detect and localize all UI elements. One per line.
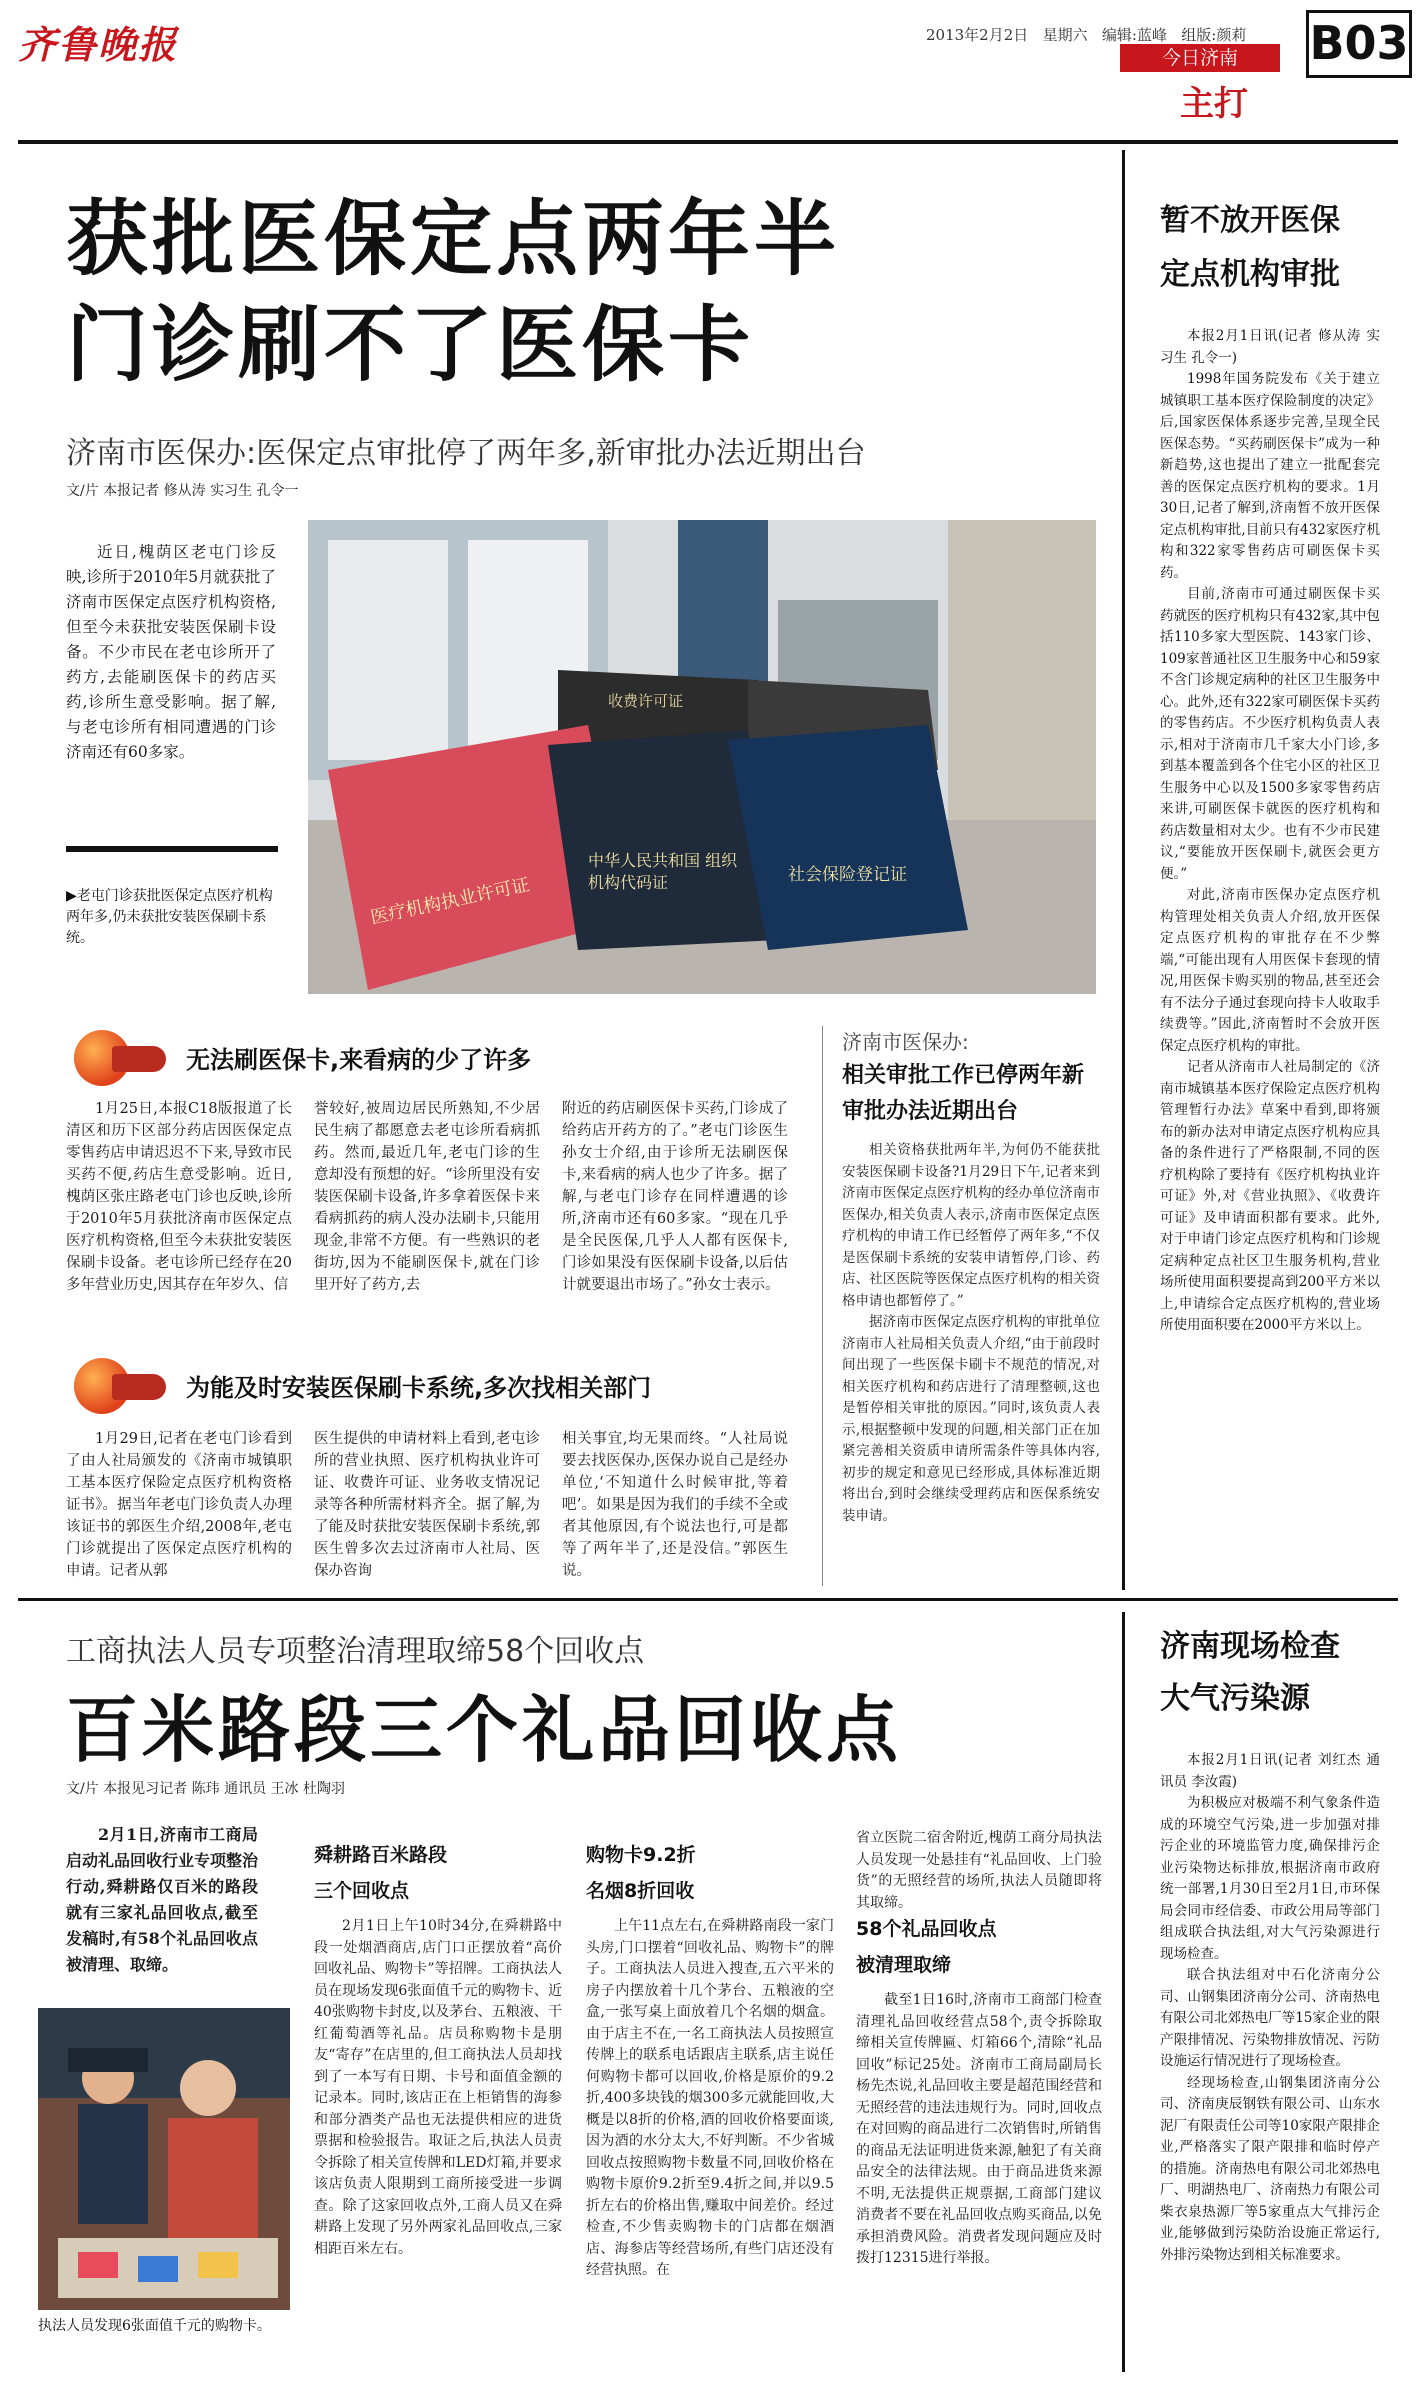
headline-2: 门诊刷不了医保卡 (66, 298, 755, 393)
section2-col2 (314, 1428, 540, 1582)
section1-col2 (314, 1098, 540, 1296)
section1-col2-text: 誉较好,被周边居民所熟知,不少居民生病了都愿意去老屯诊所看病抓药。然而,最近几年,老屯门诊的生意却没有预想的好。“诊所里没有安装医保刷卡设备,许多拿着医保卡来看病抓药的病人没办法刷卡,只能用现金,非常不方便。有一些熟识的老街坊,因为不能刷医保卡,就在门诊里开好了药方,去 (314, 1101, 540, 1293)
story1-subhead: 济南市医保办:医保定点审批停了两年多,新审批办法近期出台 (66, 436, 866, 471)
issue-weekday: 星期六 (1042, 26, 1088, 44)
page-number: B03 (1306, 10, 1412, 78)
right1-body-3: 对此,济南市医保办定点医疗机构管理处相关负责人介绍,放开医保定点医疗机构的审批存在不少弊端,“可能出现有人用医保卡套现的情况,用医保卡购买别的物品,甚至还会有不法分子通过套现向持卡人收取手续费等。”因此,济南暂时不会放开医保定点医疗机构的审批。 (1160, 887, 1380, 1054)
side-body-1: 相关资格获批两年半,为何仍不能获批安装医保刷卡设备?1月29日下午,记者来到济南市医保定点医疗机构的经办单位济南市医保办,相关负责人表示,济南市医保定点医疗机构的申请工作已经暂停了两年多,“不仅是医保刷卡系统的安装申请暂停,门诊、药店、社区医院等医保定点医疗机构的相关资格申请也都暂停了。” (842, 1142, 1100, 1309)
photo-label-fee-license: 收费许可证 (608, 692, 684, 710)
right-column-rule (1122, 150, 1125, 1590)
issue-date: 2013年2月2日 (926, 26, 1029, 44)
right1-title-1: 暂不放开医保 (1160, 203, 1340, 238)
story2-kicker: 工商执法人员专项整治清理取缔58个回收点 (66, 1634, 645, 1669)
colC-body-2-text: 截至1日16时,济南市工商部门检查清理礼品回收经营点58个,责令拆除取缔相关宣传牌匾、灯箱66个,清除“礼品回收”标记25处。济南市工商局副局长杨先杰说,礼品回收主要是超范围经营和无照经营的违法违规行为。同时,回收点在对回购的商品进行二次销售时,所销售的商品无法证明进货来源,触犯了有关商品安全的法律法规。由于商品进货来源不明,无法提供正规票据,工商部门建议消费者不要在礼品回收点购买商品,以免承担消费风险。消费者发现问题应及时拨打12315进行举报。 (856, 1992, 1102, 2266)
side-divider (822, 1026, 823, 1586)
section2-col2-text: 医生提供的申请材料上看到,老屯诊所的营业执照、医疗机构执业许可证、收费许可证、业务收支情况记录等各种所需材料齐全。据了解,为了能及时获批安装医保刷卡系统,郭医生曾多次去过济南市人社局、医保办咨询 (314, 1431, 540, 1579)
right2-title-1: 济南现场检查 (1160, 1629, 1340, 1664)
certificates-photo (308, 520, 1096, 994)
side-body-2: 据济南市医保定点医疗机构的审批单位济南市人社局相关负责人介绍,“由于前段时间出现了一些医保卡刷卡不规范的情况,对相关医疗机构和药店进行了清理整顿,这也是暂停相关审批的原因。”同时,该负责人表示,根据整顿中发现的问题,相关部门正在加紧完善相关资质申请所需条件等具体内容,初步的规定和意见已经形成,具体标准近期将出台,到时会继续受理药店和医保系统安装申请。 (842, 1314, 1100, 1524)
section2-title: 为能及时安装医保刷卡系统,多次找相关部门 (186, 1374, 652, 1402)
section1-col3-text: 附近的药店刷医保卡买药,门诊成了给药店开药方的了。”老屯门诊医生孙女士介绍,由于诊所无法刷医保卡,来看病的病人也少了许多。据了解,与老屯门诊存在同样遭遇的诊所,济南市还有60多家。“现在几乎是全民医保,几乎人人都有医保卡,门诊如果没有医保刷卡设备,以后估计就要退出市场了。”孙女士表示。 (562, 1101, 788, 1293)
right1-body-1: 1998年国务院发布《关于建立城镇职工基本医疗保险制度的决定》后,国家医保体系逐步完善,呈现全民医保态势。“买药刷医保卡”成为一种新趋势,这也提出了建立一批配套完善的医保定点医疗机构的要求。1月30日,记者了解到,济南暂不放开医保定点机构审批,目前只有432家医疗机构和322家零售药店可刷医保卡买药。 (1160, 371, 1380, 581)
colC-body-1 (856, 1828, 1102, 1914)
colC-head-1: 58个礼品回收点 (856, 1918, 997, 1940)
story2-photo-caption: 执法人员发现6张面值千元的购物卡。 (38, 2318, 271, 2334)
right2-body-2: 联合执法组对中石化济南分公司、山钢集团济南分公司、济南热电有限公司北郊热电厂等15家企业的限产限排情况、污染物排放情况、污防设施运行情况进行了现场检查。 (1160, 1967, 1380, 2069)
headline-1: 获批医保定点两年半 (66, 192, 841, 287)
story1-lede-text: 近日,槐荫区老屯门诊反映,诊所于2010年5月就获批了济南市医保定点医疗机构资格,但至今未获批安装医保刷卡设备。不少市民在老屯诊所开了药方,去能刷医保卡的药店买药,诊所生意受影响。据了解,与老屯诊所有相同遭遇的门诊济南还有60多家。 (66, 543, 276, 761)
section1-col1 (66, 1098, 292, 1296)
newspaper-logo: 齐鲁晚报 (18, 22, 179, 67)
story1-lede (66, 540, 276, 765)
right2-body-3: 经现场检查,山钢集团济南分公司、济南庚辰钢铁有限公司、山东水泥厂有限责任公司等10家限产限排企业,严格落实了限产限排和临时停产的措施。济南热电有限公司北郊热电厂、明湖热电厂、济南热力有限公司柴衣泉热源厂等5家重点大气排污企业,能够做到污染防治设施正常运行,外排污染物达到相关标准要求。 (1160, 2074, 1380, 2263)
section-tag: 今日济南 (1120, 44, 1280, 72)
section2-col3 (562, 1428, 788, 1582)
issue-editor: 编辑:蓝峰 (1101, 26, 1167, 44)
certificates-illustration (308, 520, 1096, 994)
masthead-rule (18, 140, 1398, 144)
story2-rule (18, 1598, 1398, 1601)
right2-body (1160, 1750, 1380, 2266)
colC-body-2 (856, 1990, 1102, 2270)
story2-byline: 文/片 本报见习记者 陈玮 通讯员 王冰 杜陶羽 (66, 1781, 345, 1797)
right2-byline: 本报2月1日讯(记者 刘红杰 通讯员 李汝霞) (1160, 1752, 1380, 1790)
photo-label-social-insurance: 社会保险登记证 (788, 865, 907, 885)
section-sub: 主打 (1180, 84, 1248, 124)
section1-title: 无法刷医保卡,来看病的少了许多 (186, 1046, 532, 1074)
section2-col1-text: 1月29日,记者在老屯门诊看到了由人社局颁发的《济南市城镇职工基本医疗保险定点医疗机构资格证书》。据当年老屯门诊负责人办理该证书的郭医生介绍,2008年,老屯门诊就提出了医保定点医疗机构的申请。记者从郭 (66, 1431, 292, 1579)
recycling-point-illustration (38, 2008, 290, 2310)
photo-label-org-code: 中华人民共和国 组织机构代码证 (588, 851, 738, 892)
right2-body-1: 为积极应对极端不利气象条件造成的环境空气污染,进一步加强对排污企业的环境监管力度,确保排污企业污染物达标排放,根据济南市政府统一部署,1月30日至2月1日,市环保局会同市经信委、市政公用局等部门组成联合执法组,对大气污染源进行现场检查。 (1160, 1795, 1380, 1962)
section2-col3-text: 相关事宜,均无果而终。“人社局说要去找医保办,医保办说自己是经办单位,‘不知道什么时候审批,等着吧’。如果是因为我们的手续不全或者其他原因,有个说法也行,可是都等了两年半了,还是没信。”郭医生说。 (562, 1431, 788, 1579)
story2-lede (66, 1822, 258, 1978)
colA-body (314, 1916, 562, 2260)
colA-head-2: 三个回收点 (314, 1880, 410, 1902)
right1-body (1160, 326, 1380, 1337)
right1-title-2: 定点机构审批 (1160, 257, 1340, 292)
colA-head-1: 舜耕路百米路段 (314, 1844, 448, 1866)
right1-body-2: 目前,济南市可通过刷医保卡买药就医的医疗机构只有432家,其中包括110多家大型医院、143家门诊、109家普通社区卫生服务中心和59家不含门诊规定病种的社区卫生服务中心。此外,还有322家可刷医保卡买药的零售药店。不少医疗机构负责人表示,相对于济南市几千家大小门诊,多到基本覆盖到各个住宅小区的社区卫生服务中心以及1500多家零售药店来讲,可刷医保卡就医的医疗机构和药店数量相对太少。也有不少市民建议,“要能放开医保刷卡,就医会更方便。” (1160, 586, 1380, 882)
section1-col3 (562, 1098, 788, 1296)
side-kicker: 济南市医保办: (842, 1030, 969, 1054)
side-body (842, 1140, 1100, 1527)
colB-body (586, 1916, 834, 2282)
lede-rule (66, 846, 278, 852)
colB-body-text: 上午11点左右,在舜耕路南段一家门头房,门口摆着“回收礼品、购物卡”的牌子。工商执法人员进入搜查,五六平米的房子内摆放着十几个茅台、五粮液的空盒,一张写桌上面放着几个名烟的烟盒。由于店主不在,一名工商执法人员按照宣传牌上的联系电话跟店主联系,店主说任何购物卡都可以回收,价格是原价的9.2折,400多块钱的烟300多元就能回收,大概是以8折的价格,酒的回收价格要面谈,因为酒的水分太大,不好判断。不少省城回收点按照购物卡数量不同,回收价格在购物卡原价9.2折至9.4折之间,并以9.5折左右的价格出售,赚取中间差价。经过检查,不少售卖购物卡的门店都在烟酒店、海参店等经营场所,有些门店还没有经营执照。在 (586, 1918, 834, 2278)
story1-photo-caption: ▶老屯门诊获批医保定点医疗机构两年多,仍未获批安装医保刷卡系统。 (66, 888, 273, 946)
section2-col1 (66, 1428, 292, 1582)
side-title: 相关审批工作已停两年新审批办法近期出台 (842, 1063, 1085, 1124)
issue-meta (926, 24, 1246, 45)
right-column-rule-2 (1122, 1612, 1125, 2372)
colC-body-1-text: 省立医院二宿舍附近,槐荫工商分局执法人员发现一处悬挂有“礼品回收、上门验货”的无照经营的场所,执法人员随即将其取缔。 (856, 1830, 1102, 1911)
recycling-point-photo (38, 2008, 290, 2310)
photo-label-medical-license: 医疗机构执业许可证 (368, 874, 532, 929)
right1-body-4: 记者从济南市人社局制定的《济南市城镇基本医疗保险定点医疗机构管理暂行办法》草案中看到,即将颁布的新办法对申请定点医疗机构应具备的条件进行了严格限制,不同的医疗机构除了要持有《医疗机构执业许可证》外,对《营业执照》、《收费许可证》及申请面积都有要求。此外,对于申请门诊定点医疗机构和门诊规定病种定点社区卫生服务机构,营业场所使用面积要提高到200平方米以上,申请综合定点医疗机构的,营业场所使用面积要在2000平方米以上。 (1160, 1059, 1380, 1333)
issue-layout: 组版:颜莉 (1181, 26, 1247, 44)
story1-byline: 文/片 本报记者 修从涛 实习生 孔令一 (66, 483, 299, 499)
colA-body-text: 2月1日上午10时34分,在舜耕路中段一处烟酒商店,店门口正摆放着“高价回收礼品、购物卡”等招牌。工商执法人员在现场发现6张面值千元的购物卡、近40张购物卡封皮,以及茅台、五粮液、干红葡萄酒等礼品。店员称购物卡是朋友“寄存”在店里的,但工商执法人员却找到了一本写有日期、卡号和面值金额的记录本。同时,该店正在上柜销售的海参和部分酒类产品也无法提供相应的进货票据和检验报告。取证之后,执法人员责令拆除了相关宣传牌和LED灯箱,并要求该店负责人限期到工商所接受进一步调查。除了这家回收点外,工商人员又在舜耕路上发现了另外两家礼品回收点,三家相距百米左右。 (314, 1918, 562, 2257)
colB-head-2: 名烟8折回收 (586, 1880, 695, 1902)
right2-title-2: 大气污染源 (1160, 1681, 1310, 1716)
section1-col1-text: 1月25日,本报C18版报道了长清区和历下区部分药店因医保定点零售药店申请迟迟不下来,导致市民买药不便,药店生意受影响。近日,槐荫区张庄路老屯门诊也反映,诊所于2010年5月获批济南市医保定点医疗机构资格,但至今未获批安装医保刷卡设备。老屯诊所已经存在20多年营业历史,因其存在年岁久、信 (66, 1101, 292, 1293)
story2-headline: 百米路段三个礼品回收点 (66, 1688, 903, 1772)
colC-head-2: 被清理取缔 (856, 1954, 952, 1976)
pointing-hand-icon-2-finger (112, 1374, 166, 1400)
colB-head-1: 购物卡9.2折 (586, 1844, 696, 1866)
right1-byline: 本报2月1日讯(记者 修从涛 实习生 孔令一) (1160, 328, 1380, 366)
pointing-hand-icon-finger (112, 1046, 166, 1072)
story2-lede-text: 2月1日,济南市工商局启动礼品回收行业专项整治行动,舜耕路仅百米的路段就有三家礼品回收点,截至发稿时,有58个礼品回收点被清理、取缔。 (66, 1825, 259, 1974)
